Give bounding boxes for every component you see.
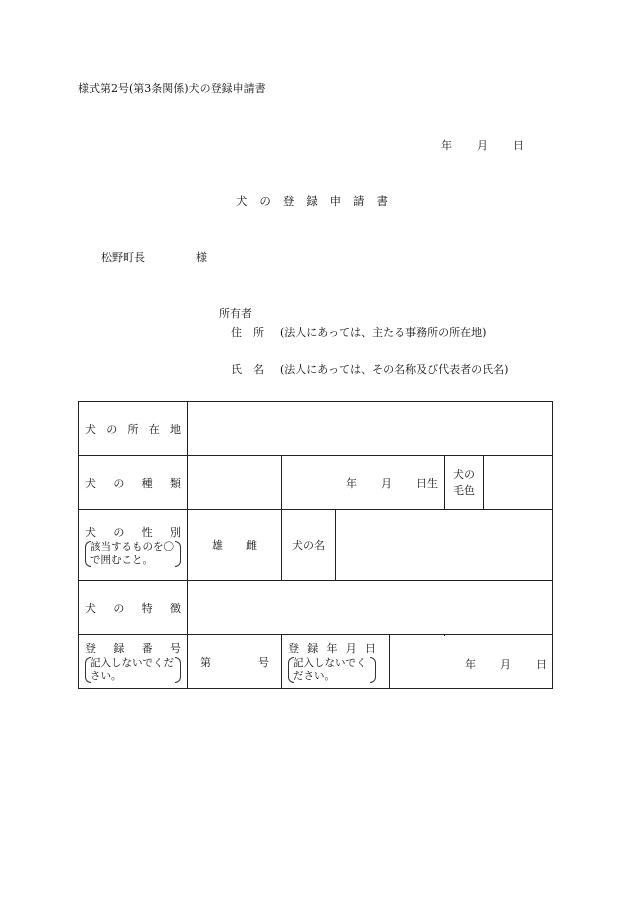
owner-heading: 所有者 <box>219 307 252 320</box>
label-char: の <box>113 476 125 490</box>
label-char: の <box>113 525 125 539</box>
form-id: 様式第2号(第3条関係)犬の登録申請書 <box>78 82 266 95</box>
title-char: の <box>259 194 271 208</box>
label-char: 地 <box>170 422 181 436</box>
label-char: 所 <box>127 422 139 436</box>
location-field[interactable] <box>188 402 553 456</box>
addressee-name: 松野町長 <box>101 251 145 264</box>
breed-label <box>79 456 188 510</box>
reg-no-label <box>79 635 188 689</box>
date-year: 年 <box>441 139 452 152</box>
birth-day: 日生 <box>416 476 438 490</box>
owner-address-label: 住 所 <box>231 326 264 339</box>
color-label-line: 犬の <box>453 467 475 481</box>
title-char: 犬 <box>236 194 248 208</box>
reg-no-prefix: 第 <box>200 655 211 669</box>
label-char: の <box>106 422 118 436</box>
label-char: 別 <box>169 525 181 539</box>
label-char: 種 <box>141 476 153 490</box>
row-breed <box>79 456 553 510</box>
addressee-honorific: 様 <box>196 251 207 264</box>
label-char: 月 <box>345 642 357 655</box>
title-char: 録 <box>306 194 318 208</box>
breed-field[interactable] <box>188 456 282 510</box>
label-char: 犬 <box>85 601 96 615</box>
title-char: 申 <box>329 194 342 208</box>
label-char: 徴 <box>169 601 181 615</box>
label-char: 年 <box>326 642 338 655</box>
label-char: 犬 <box>85 525 96 539</box>
label-char: 号 <box>169 642 181 655</box>
title-char: 登 <box>282 194 295 208</box>
label-char: 類 <box>169 476 181 490</box>
birth-year: 年 <box>346 476 357 490</box>
sex-options[interactable] <box>188 510 282 581</box>
row-sex <box>79 510 553 581</box>
owner-name-label: 氏 名 <box>231 363 264 376</box>
date-day: 日 <box>513 139 524 152</box>
reg-no-field <box>188 635 282 689</box>
title-char: 請 <box>353 194 365 208</box>
dog-name-label: 犬の名 <box>282 510 336 581</box>
title-char: 書 <box>376 194 388 208</box>
color-field[interactable] <box>484 456 553 510</box>
sex-note: 該当するものを〇で囲むこと。 <box>85 541 181 567</box>
sex-male[interactable]: 雄 <box>212 539 223 552</box>
owner-name-note: (法人にあっては、その名称及び代表者の氏名) <box>280 363 509 376</box>
reg-date-note: 記入しないでください。 <box>288 657 376 683</box>
birth-month: 月 <box>381 476 392 490</box>
reg-no-note: 記入しないでください。 <box>85 657 181 683</box>
dog-name-field[interactable] <box>336 510 553 581</box>
document-title <box>236 193 388 209</box>
color-label <box>445 456 484 510</box>
sex-female[interactable]: 雌 <box>246 539 257 552</box>
sex-label <box>79 510 188 581</box>
features-field[interactable] <box>188 581 553 635</box>
label-char: 番 <box>141 642 153 655</box>
reg-date-day: 日 <box>536 658 547 671</box>
date-month: 月 <box>477 139 488 152</box>
label-char: 登 <box>85 642 96 655</box>
label-char: 登 <box>288 642 299 655</box>
label-char: 録 <box>307 642 319 655</box>
reg-date-month: 月 <box>500 658 511 671</box>
owner-address-note: (法人にあっては、主たる事務所の所在地) <box>280 326 487 339</box>
reg-date-year: 年 <box>465 658 476 671</box>
features-label <box>79 581 188 635</box>
location-label <box>79 402 188 456</box>
row-location <box>79 402 553 456</box>
label-char: 犬 <box>85 476 96 490</box>
label-char: 特 <box>141 601 153 615</box>
row-features <box>79 581 553 635</box>
reg-no-suffix: 号 <box>258 655 269 669</box>
label-char: 在 <box>148 422 160 436</box>
label-char: 日 <box>365 642 376 655</box>
color-label-line: 毛色 <box>453 483 475 497</box>
label-char: の <box>113 601 125 615</box>
label-char: 性 <box>141 525 153 539</box>
label-char: 録 <box>113 642 125 655</box>
label-char: 犬 <box>85 422 96 436</box>
birth-date-field[interactable] <box>282 456 445 510</box>
